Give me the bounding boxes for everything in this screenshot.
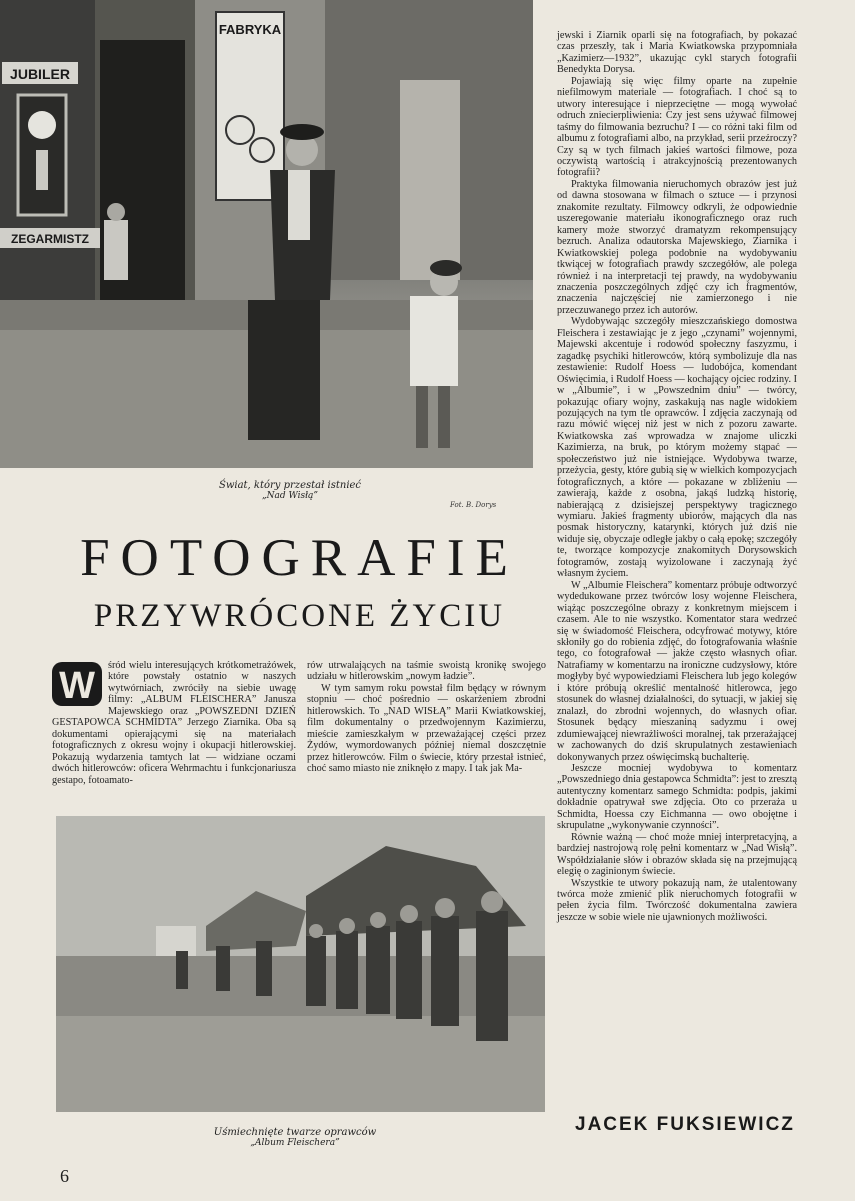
- right-paragraph-2: Pojawiają się więc filmy oparte na zupełnie niefilmowym materiale — fotografiach. I choć są to utwory interesujące i nieprzeciętne — mogą wywołać odruch zniecierpliwienia: Czy jest sens używać filmowej taśmy do filmowania bezruchu? I — co różni taki film od albumu z fotografiami albo, na przykład, serii przeźroczy? Czy są w tych filmach jakieś wartości filmowe, poza oczywistą wartością i atrakcyjnością prezentowanych fotografii?: [557, 75, 797, 179]
- dropcap-w-icon: [52, 662, 102, 706]
- dropcap-letter: W: [59, 665, 95, 706]
- right-paragraph-4: Wydobywając szczegóły mieszczańskiego domostwa Fleischera i zestawiając je z jego „czynami” wojennymi, Majewski akcentuje i rodowód społeczny faszyzmu, i zagadkę psychiki hitlerowców, którą symbolizuje dla nas zestawienie: Rudolf Hoess — ludobójca, komendant Oświęcimia, i Rudolf Hoess — kochający ojciec rodziny. I w „Albumie”, i w „Powszednim dniu” — twórcy, pokazując ofiary wojny, zaskakują nas nagle widokiem pozujących na tym tle oprawców. I zdjęcia zaczynają od razu mówić więcej niż jest w nich z pozoru zawarte. Kwiatkowska zaś wprowadza w znajome uliczki Kazimierza, na bruk, po którym możemy stąpać — społeczeństwo już nie istniejące. Wydobywa twarze, przeżycia, gesty, które gubią się w wielkich kompozycjach fotograficznych, a które — pokazane w zbliżeniu — zawierają, każde z osobna, jakąś ludzką historię, nabierającą z dzisiejszej perspektywy tragicznego wymiaru. Jakieś fragmenty ubiorów, mających dla nas posmak historyczny, katarynki, których już dziś nie widuje się, obyczaje odległe jakby o całą epokę; szczegóły te, tworzące kompozycje znakomitych Dorysowskich fotogramów, zostają wyizolowane i zaczynają żyć własnym życiem.: [557, 316, 797, 580]
- photo-soldiers-marching: [56, 816, 545, 1112]
- bottom-photo-caption: [170, 1127, 420, 1148]
- right-paragraph-5: W „Albumie Fleischera” komentarz próbuje odtworzyć wydedukowane przez twórców losy wojenne Fleischera, wiążąc poszczególne obrazy z konkretnym miejscem i czasem. Ale to nie wszystko. Komentator stara wedrzeć się w świadomość Fleischera, odcyfrować motywy, które skłoniły go do robienia zdjęć, do fotografowania właśnie tego, co fotografował — jakże często własnych ofiar. Natrafiamy w komentarzu na ironiczne cudzysłowy, które mogłyby być wypowiedziami Fleischera lub jego kolegów i które próbują określić mentalność hitlerowca, jego stosunek do własnej działalności, do sytuacji, w jakiej się znalazł, do zbrodni wojennych, do własnych ofiar. Stosunek będący mieszaniną sadyzmu i owej zdumiewającej niewrażliwości moralnej, tak przerażającej w zachowanych do dziś skrupulatnych zestawieniach dokonywanych przez oświęcimską buchalterię.: [557, 579, 797, 763]
- bottom-photo-caption-sub: „Album Fleischera”: [250, 1138, 340, 1148]
- intro-paragraph-3: W tym samym roku powstał film będący w równym stopniu — choć pośrednio — oskarżeniem zbrodni hitlerowskich. To „NAD WISŁĄ” Marii Kwiatkowskiej, film dokumentalny o przedwojennym Kazimierzu, mieście zamieszkałym w przeważającej części przez Żydów, wymordowanych później niemal doszczętnie przez hitlerowców. Film o świecie, który przestał istnieć, choć samo miasto nie zniknęło z mapy. I tak jak Ma-: [307, 682, 546, 775]
- right-paragraph-7: Równie ważną — choć może mniej interpretacyjną, a bardziej nastrojową rolę pełni komentarz w „Nad Wisłą”. Współdziałanie słów i obrazów składa się na przejmującą elegię o zaginionym świecie.: [557, 831, 797, 878]
- fabryka-sign: FABRYKA: [218, 22, 282, 37]
- top-photo-caption: [190, 480, 390, 501]
- headline-subtitle: PRZYWRÓCONE ŻYCIU: [93, 598, 506, 634]
- top-photo-caption-sub: „Nad Wisłą”: [262, 491, 318, 501]
- right-paragraph-6: Jeszcze mocniej wydobywa to komentarz „Powszedniego dnia gestapowca Schmidta”: jest to zresztą autentyczny komentarz samego Schmidta: podpis, jakimi dokładnie opatrywał swe zdjęcia. Oto co przeraża u Schmidta, Hoessa czy Eichmanna — owo obojętne i skrupulatne „wykonywanie czynności”.: [557, 763, 797, 832]
- top-photo-caption-title: Świat, który przestał istnieć: [218, 480, 362, 491]
- right-paragraph-1: jewski i Ziarnik oparli się na fotografiach, by pokazać czas przeszły, tak i Maria Kwiatkowska przypomniała „Kazimierz—1932”, ukazując cykl starych fotografii Benedykta Dorysa.: [557, 30, 797, 76]
- zegarmistrz-sign: ZEGARMISTZ: [11, 232, 89, 246]
- intro-column-left: [52, 660, 296, 786]
- jubiler-sign: JUBILER: [10, 66, 70, 82]
- page-number: 6: [60, 1166, 69, 1186]
- intro-paragraph-1: śród wielu interesujących krótkometrażówek, które powstały ostatnio w naszych wytwórniach, zwróciły na siebie uwagę filmy: „ALBUM FLEISCHERA” Janusza Majewskiego oraz „POWSZEDNI DZIEŃ GESTAPOWCA SCHMIDTA” Jerzego Ziarnika. Oba są dokumentami opierającymi się na materiałach fotograficznych z okresu wojny i okupacji hitlerowskiej. Pokazują wydarzenia tamtych lat — widziane oczami dwóch hitlerowców: oficera Wehrmachtu i funkcjonariusza gestapo, fotoamato-: [52, 660, 296, 786]
- author-byline: JACEK FUKSIEWICZ: [575, 1114, 795, 1135]
- soldiers-illustration: [56, 816, 545, 1112]
- right-paragraph-3: Praktyka filmowania nieruchomych obrazów jest już od dawna stosowana w filmach o sztuce — i przynosi znakomite rezultaty. Filmowcy odkryli, że odpowiednie uszeregowanie materiału ikonograficznego oraz ruch kamery może stworzyć dramatyzm rekompensujący bezruch. Analiza odautorska Majewskiego, Ziarnika i Kwiatkowskiej polega podobnie na wydobywaniu tkwiącej w fotografiach prawdy szczegółów, ale polega również i na interpretacji tej prawdy, na wydobywaniu znaczenia poszczególnych zdjęć czy ich fragmentów, znaczenia najczęściej nie zamierzonego i nie przeczuwanego przez ich autorów.: [557, 178, 797, 316]
- headline-title: FOTOGRAFIE: [80, 529, 519, 587]
- photo-street-scene: [0, 0, 533, 468]
- article-right-column: [557, 30, 797, 923]
- bottom-photo-caption-title: Uśmiechnięte twarze oprawców: [213, 1127, 377, 1138]
- intro-paragraph-2: rów utrwalających na taśmie swoistą kronikę swojego udziału w hitlerowskim „nowym ładzie”.: [307, 660, 546, 683]
- street-scene-illustration: [0, 0, 533, 468]
- right-paragraph-8: Wszystkie te utwory pokazują nam, że utalentowany twórca może zmienić plik nieruchomych fotografii w pełen życia film. Twórczość dokumentalna zawiera jeszcze w sobie wiele nie ujawnionych możliwości.: [557, 877, 797, 923]
- photo-credit: Fot. B. Dorys: [450, 501, 497, 509]
- intro-column-right: [307, 660, 546, 775]
